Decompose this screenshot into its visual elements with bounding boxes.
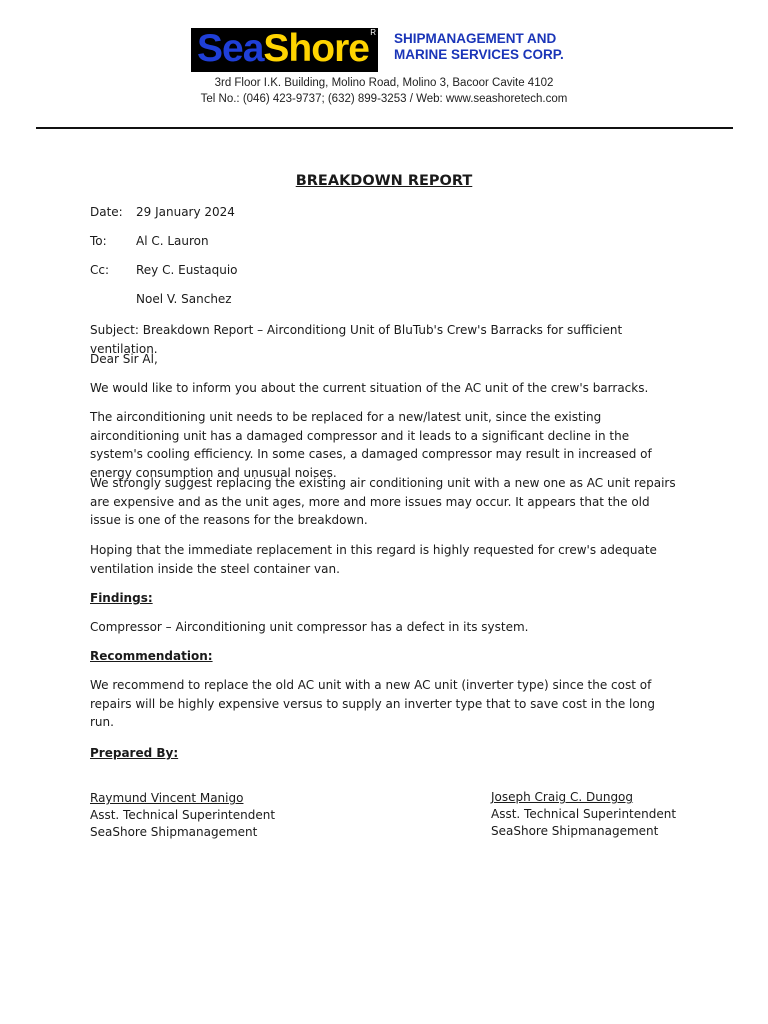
signatory-1-position: Asst. Technical Superintendent <box>90 808 276 822</box>
company-contact: Tel No.: (046) 423-9737; (632) 899-3253 / Web: www.seashoretech.com <box>200 93 568 105</box>
to-value: Al C. Lauron <box>136 234 209 248</box>
paragraph-1: We would like to inform you about the current situation of the AC unit of the crew's barracks. <box>90 381 649 395</box>
registered-mark: R <box>370 28 376 37</box>
signatory-1-company: SeaShore Shipmanagement <box>90 825 258 839</box>
signatory-2-position: Asst. Technical Superintendent <box>491 807 677 821</box>
cc-label: Cc: <box>90 263 110 277</box>
company-name-line2: MARINE SERVICES CORP. <box>394 47 564 62</box>
paragraph-3: We strongly suggest replacing the existing air conditioning unit with a new one as AC unit repairs are expensive and as the unit ages, more and more issues may occur. It appears that the old issue is one of the reasons for the breakdown. <box>90 476 676 527</box>
cc-row-2 <box>90 292 232 306</box>
logo-wordmark <box>197 27 369 71</box>
signatory-1 <box>90 790 350 841</box>
report-title: BREAKDOWN REPORT <box>295 173 473 189</box>
signatory-2-name: Joseph Craig C. Dungog <box>491 790 634 804</box>
cc-row <box>90 263 238 277</box>
company-name-line1: SHIPMANAGEMENT AND <box>394 31 557 46</box>
logo-sea-text: Sea <box>197 27 264 70</box>
findings-text: Compressor – Airconditioning unit compressor has a defect in its system. <box>90 620 529 634</box>
signatory-1-name: Raymund Vincent Manigo <box>90 791 244 805</box>
signatory-2-company: SeaShore Shipmanagement <box>491 824 659 838</box>
recommendation-text: We recommend to replace the old AC unit with a new AC unit (inverter type) since the cost of repairs will be highly expensive versus to supply an inverter type that to save cost in the long run. <box>90 678 655 729</box>
paragraph-4: Hoping that the immediate replacement in this regard is highly requested for crew's adequate ventilation inside the steel container van. <box>90 543 657 576</box>
salutation: Dear Sir Al, <box>90 352 158 366</box>
company-address: 3rd Floor I.K. Building, Molino Road, Molino 3, Bacoor Cavite 4102 <box>214 77 554 89</box>
date-value: 29 January 2024 <box>136 205 235 219</box>
cc-value-1: Rey C. Eustaquio <box>136 263 238 277</box>
date-label: Date: <box>90 205 123 219</box>
to-row <box>90 234 209 248</box>
findings-heading: Findings: <box>90 591 153 605</box>
to-label: To: <box>90 234 107 248</box>
logo-shore-text: Shore <box>263 27 369 70</box>
prepared-by-heading: Prepared By: <box>90 746 179 760</box>
company-name <box>394 31 564 63</box>
cc-value-2: Noel V. Sanchez <box>136 292 232 306</box>
subject-line: Subject: Breakdown Report – Airconditiong Unit of BluTub's Crew's Barracks for sufficient ventilation. <box>90 323 623 356</box>
date-row <box>90 205 235 219</box>
paragraph-2: The airconditioning unit needs to be replaced for a new/latest unit, since the existing airconditioning unit has a damaged compressor and it leads to a significant decline in the system's cooling efficiency. In some cases, a damaged compressor may result in increased of energy consumption and unusual noises. <box>90 410 652 480</box>
signatory-2 <box>491 789 741 840</box>
company-logo <box>191 28 378 72</box>
header-divider <box>36 127 733 129</box>
letterhead-address-block <box>0 75 768 107</box>
recommendation-heading: Recommendation: <box>90 649 213 663</box>
